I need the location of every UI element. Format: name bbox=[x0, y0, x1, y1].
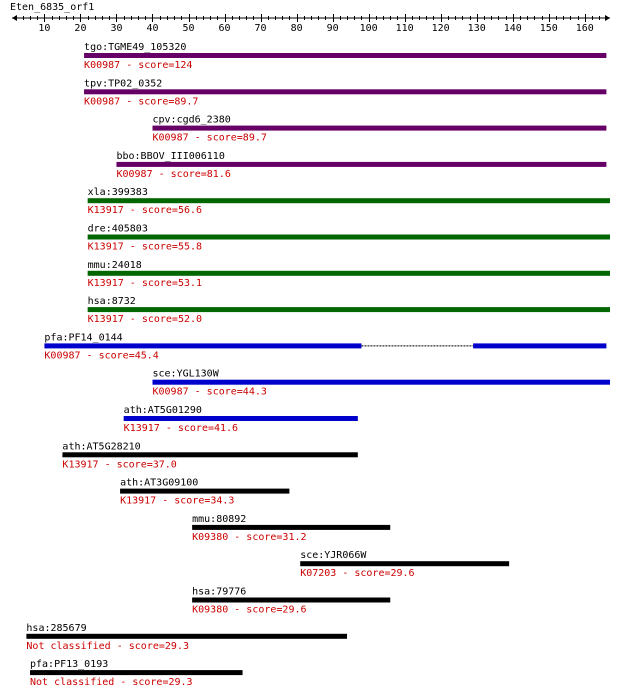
ruler-tick-label: 10 bbox=[38, 23, 51, 34]
ruler-tick-label: 50 bbox=[182, 23, 195, 34]
hit-bar[interactable] bbox=[88, 271, 610, 276]
ruler-tick-label: 110 bbox=[395, 23, 414, 34]
hit-bar[interactable] bbox=[124, 416, 358, 421]
hit-label[interactable]: pfa:PF13_0193 bbox=[30, 659, 109, 671]
hit-row[interactable] bbox=[192, 514, 390, 543]
hit-label[interactable]: hsa:285679 bbox=[26, 622, 87, 634]
hit-score[interactable]: K00987 - score=45.4 bbox=[44, 350, 159, 362]
hit-row[interactable] bbox=[124, 405, 358, 434]
hit-label[interactable]: tgo:TGME49_105320 bbox=[84, 42, 187, 53]
hit-label[interactable]: pfa:PF14_0144 bbox=[44, 332, 123, 344]
hit-row[interactable] bbox=[84, 78, 606, 107]
hit-row[interactable] bbox=[300, 550, 509, 579]
hit-row[interactable] bbox=[192, 587, 390, 616]
ruler-tick-label: 130 bbox=[467, 23, 486, 34]
hit-bar[interactable] bbox=[88, 235, 610, 240]
ruler-tick-label: 100 bbox=[359, 23, 378, 34]
hit-label[interactable]: ath:AT3G09100 bbox=[120, 477, 199, 489]
hit-row[interactable] bbox=[88, 296, 610, 325]
hit-row[interactable] bbox=[116, 151, 606, 180]
hit-row[interactable] bbox=[120, 478, 289, 507]
hit-bar[interactable] bbox=[44, 343, 361, 348]
ruler-tick-label: 160 bbox=[575, 23, 594, 34]
hit-bar[interactable] bbox=[120, 489, 289, 494]
hit-bar[interactable] bbox=[152, 380, 610, 385]
hit-bar[interactable] bbox=[192, 525, 390, 530]
ruler-tick-label: 80 bbox=[290, 23, 303, 34]
hit-row[interactable] bbox=[88, 224, 610, 253]
hit-bar[interactable] bbox=[30, 670, 243, 675]
ruler-tick-label: 150 bbox=[539, 23, 558, 34]
ruler-tick-label: 70 bbox=[254, 23, 267, 34]
hit-bar[interactable] bbox=[473, 343, 606, 348]
hit-score[interactable]: Not classified - score=29.3 bbox=[30, 677, 193, 689]
ruler-tick-label: 60 bbox=[218, 23, 231, 34]
hit-row[interactable] bbox=[26, 623, 347, 652]
hit-score[interactable]: K00987 - score=89.7 bbox=[152, 132, 267, 144]
hit-bar[interactable] bbox=[26, 634, 347, 639]
hit-label[interactable]: mmu:80892 bbox=[192, 513, 247, 525]
hit-bar[interactable] bbox=[152, 126, 606, 131]
hit-label[interactable]: ath:AT5G28210 bbox=[62, 441, 141, 453]
hit-row[interactable] bbox=[152, 369, 610, 398]
hit-label[interactable]: sce:YGL130W bbox=[152, 368, 219, 380]
hit-score[interactable]: Not classified - score=29.3 bbox=[26, 640, 189, 652]
hit-label[interactable]: tpv:TP02_0352 bbox=[84, 78, 163, 90]
hit-list bbox=[26, 42, 610, 688]
ruler-tick-label: 30 bbox=[110, 23, 123, 34]
hit-bar[interactable] bbox=[62, 452, 357, 457]
hit-label[interactable]: hsa:8732 bbox=[87, 296, 136, 308]
hit-score[interactable]: K13917 - score=53.1 bbox=[87, 277, 203, 289]
hit-label[interactable]: xla:399383 bbox=[87, 187, 148, 199]
hit-score[interactable]: K09380 - score=31.2 bbox=[192, 531, 307, 543]
hit-row[interactable] bbox=[84, 42, 606, 71]
hit-score[interactable]: K13917 - score=41.6 bbox=[123, 423, 239, 434]
hit-score[interactable]: K13917 - score=56.6 bbox=[87, 205, 203, 217]
hit-score[interactable]: K00987 - score=81.6 bbox=[116, 168, 231, 180]
hit-score[interactable]: K13917 - score=52.0 bbox=[87, 314, 203, 326]
hit-score[interactable]: K00987 - score=124 bbox=[84, 60, 193, 71]
hit-label[interactable]: dre:405803 bbox=[87, 223, 148, 235]
hit-score[interactable]: K07203 - score=29.6 bbox=[300, 568, 415, 580]
hit-score[interactable]: K13917 - score=34.3 bbox=[120, 495, 235, 507]
hit-score[interactable]: K00987 - score=89.7 bbox=[84, 96, 199, 108]
hit-bar[interactable] bbox=[300, 561, 509, 566]
hit-bar[interactable] bbox=[192, 598, 390, 603]
ruler-tick-label: 120 bbox=[431, 23, 450, 34]
hit-label[interactable]: cpv:cgd6_2380 bbox=[152, 114, 231, 126]
hit-row[interactable] bbox=[88, 187, 610, 216]
hit-bar[interactable] bbox=[116, 162, 606, 167]
hit-label[interactable]: bbo:BBOV_III006110 bbox=[116, 150, 225, 162]
ruler-tick-label: 40 bbox=[146, 23, 159, 34]
hit-row[interactable] bbox=[30, 659, 243, 688]
position-ruler bbox=[12, 14, 610, 34]
hit-score[interactable]: K09380 - score=29.6 bbox=[192, 604, 307, 616]
hit-bar[interactable] bbox=[84, 53, 606, 58]
hit-bar[interactable] bbox=[88, 198, 610, 203]
ruler-tick-label: 140 bbox=[503, 23, 522, 34]
hit-bar[interactable] bbox=[84, 89, 606, 94]
hit-bar[interactable] bbox=[88, 307, 610, 312]
ruler-tick-label: 20 bbox=[74, 23, 87, 34]
hit-label[interactable]: ath:AT5G01290 bbox=[123, 405, 202, 416]
hit-label[interactable]: hsa:79776 bbox=[192, 586, 247, 598]
hit-row[interactable] bbox=[88, 260, 610, 289]
hit-score[interactable]: K13917 - score=37.0 bbox=[62, 459, 177, 471]
hit-row[interactable] bbox=[152, 115, 606, 144]
hit-score[interactable]: K13917 - score=55.8 bbox=[87, 241, 203, 253]
hit-label[interactable]: mmu:24018 bbox=[87, 259, 142, 271]
hit-row[interactable] bbox=[62, 441, 357, 470]
query-title: Eten_6835_orf1 bbox=[10, 2, 95, 13]
ruler-arrow-right-icon bbox=[605, 15, 610, 21]
hit-row[interactable] bbox=[44, 332, 606, 361]
hit-label[interactable]: sce:YJR066W bbox=[300, 550, 367, 562]
ruler-tick-label: 90 bbox=[326, 23, 339, 34]
hit-score[interactable]: K00987 - score=44.3 bbox=[152, 386, 267, 398]
